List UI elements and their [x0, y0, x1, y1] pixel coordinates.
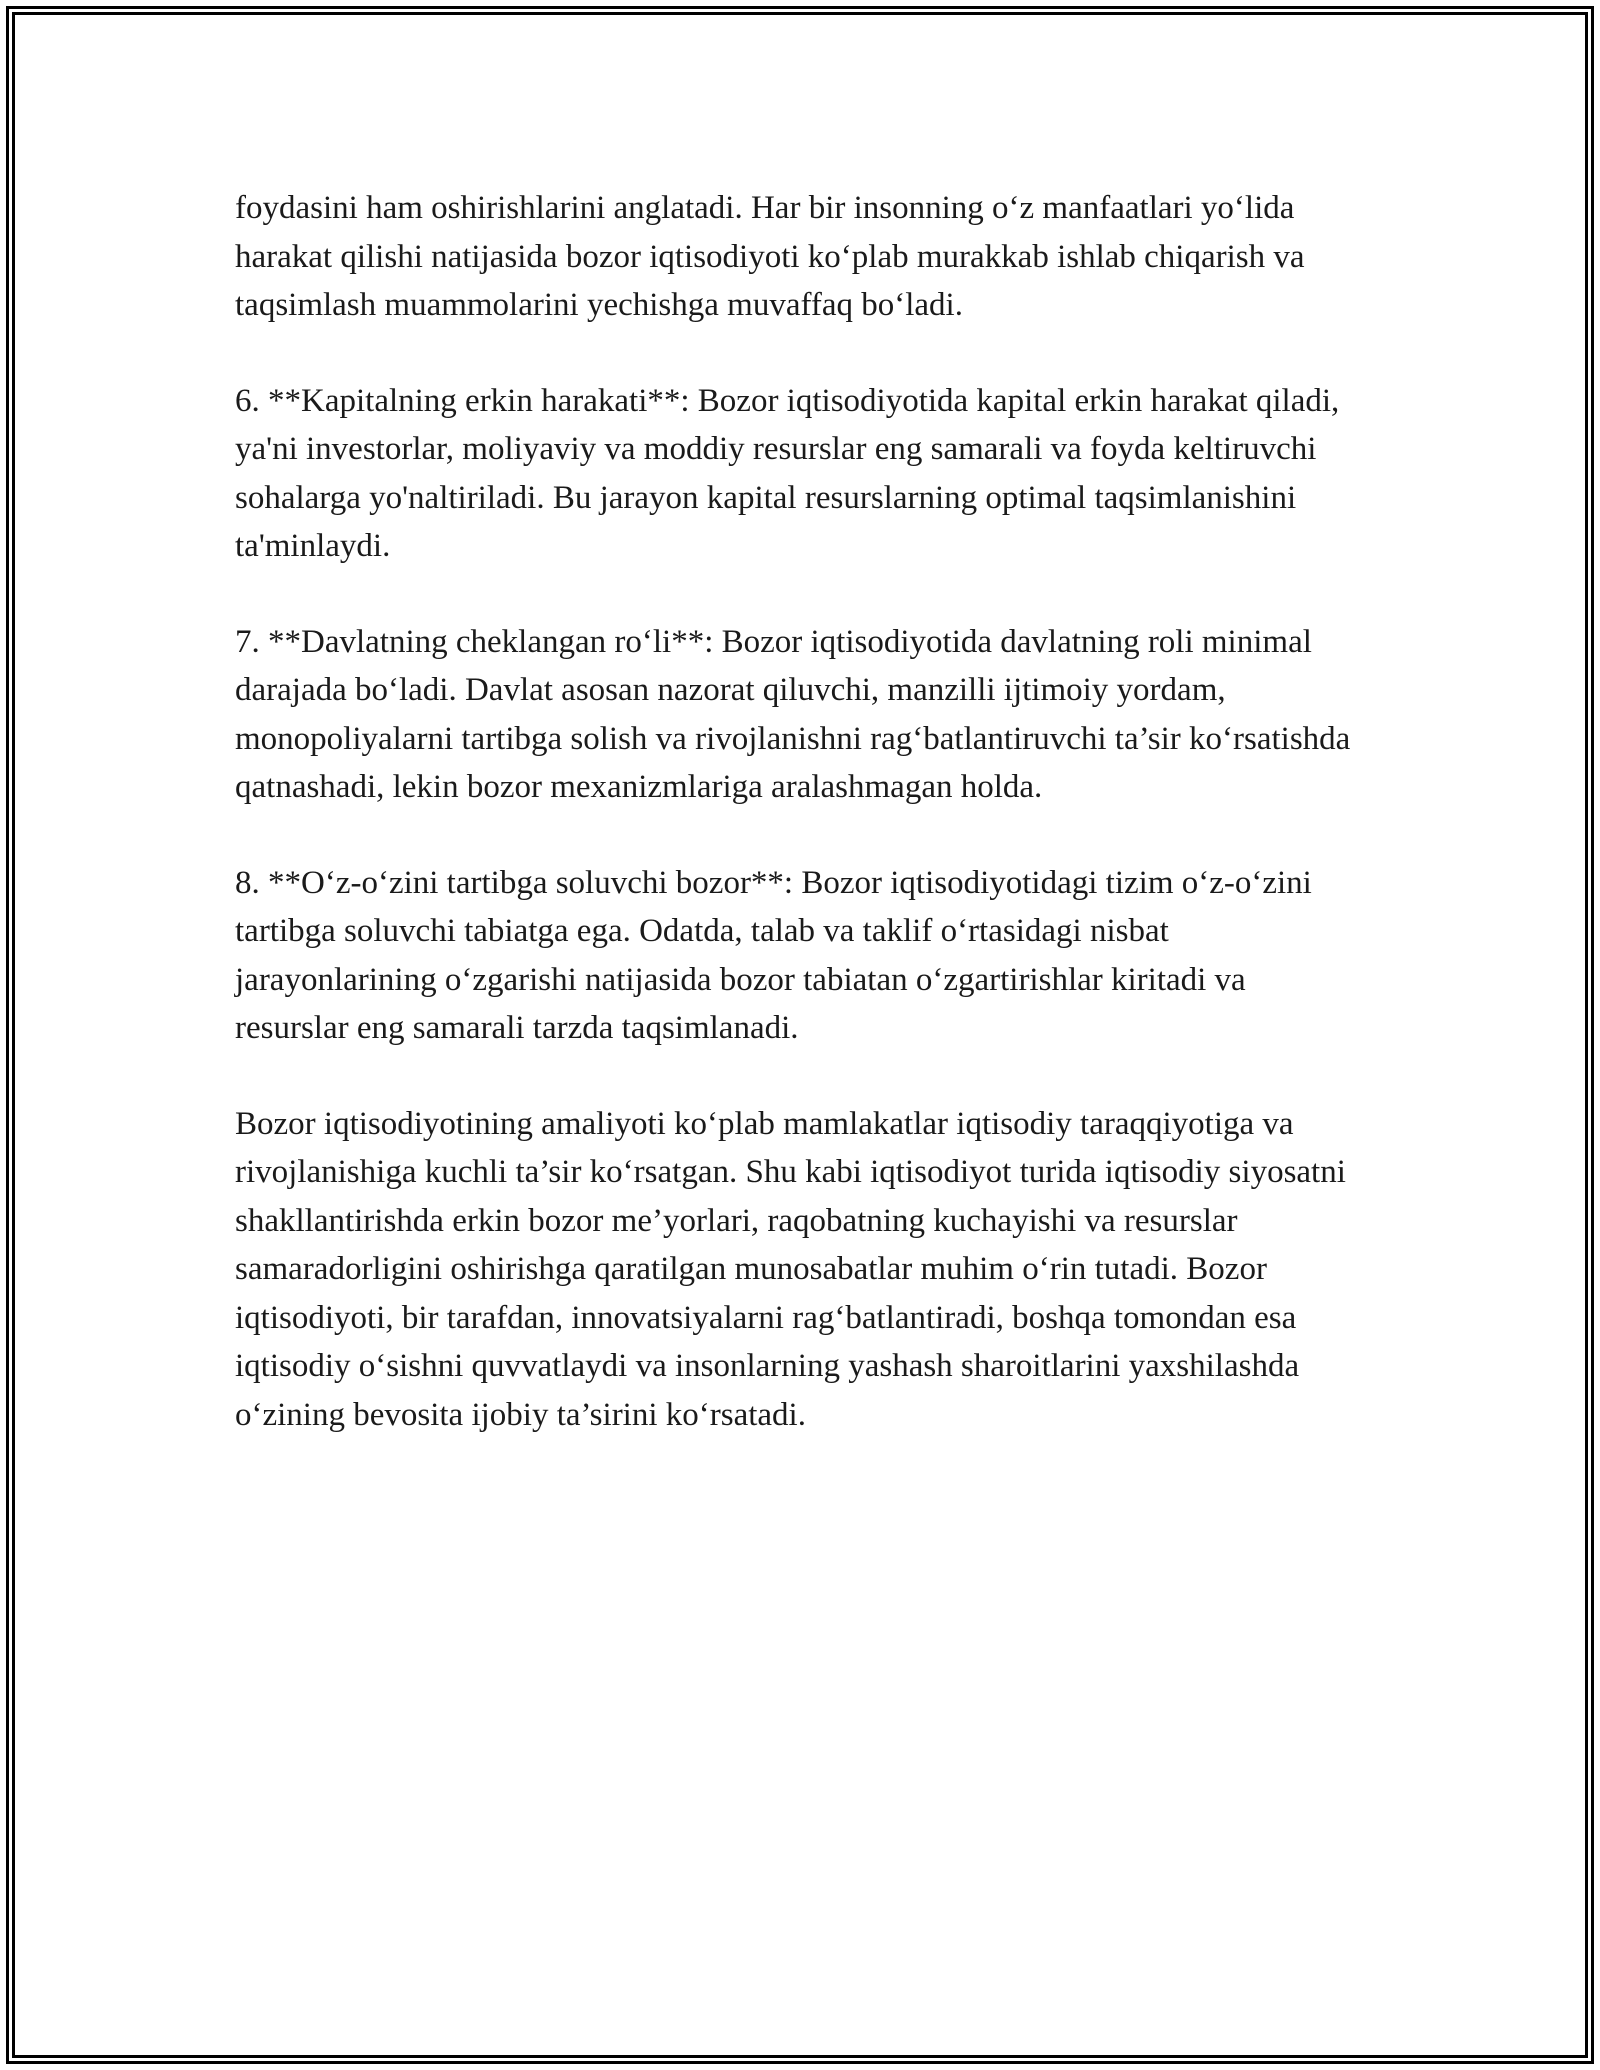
list-item-7-limited-state-role: 7. **Davlatning cheklangan ro‘li**: Bozor iqtisodiyotida davlatning roli minimal darajada bo‘ladi. Davlat asosan nazorat qiluvchi, manzilli ijtimoiy yordam, monopoliyalarni tartibga solish va rivojlanishni rag‘batlantiruvchi ta’sir ko‘rsatishda qatnashadi, lekin bozor mexanizmlariga aralashmagan holda.: [235, 623, 1351, 805]
paragraph-conclusion: Bozor iqtisodiyotining amaliyoti ko‘plab mamlakatlar iqtisodiy taraqqiyotiga va rivojlanishiga kuchli ta’sir ko‘rsatgan. Shu kabi iqtisodiyot turida iqtisodiy siyosatni shakllantirishda erkin bozor me’yorlari, raqobatning kuchayishi va resurslar samaradorligini oshirishga qaratilgan munosabatlar muhim o‘rin tutadi. Bozor iqtisodiyoti, bir tarafdan, innovatsiyalarni rag‘batlantiradi, boshqa tomondan esa iqtisodiy o‘sishni quvvatlaydi va insonlarning yashash sharoitlarini yaxshilashda o‘zining bevosita ijobiy ta’sirini ko‘rsatadi.: [235, 1105, 1346, 1433]
list-item-6-capital-movement: 6. **Kapitalning erkin harakati**: Bozor iqtisodiyotida kapital erkin harakat qiladi, ya'ni investorlar, moliyaviy va moddiy resurslar eng samarali va foyda keltiruvchi sohalarga yo'naltiriladi. Bu jarayon kapital resurslarning optimal taqsimlanishini ta'minlaydi.: [235, 382, 1340, 564]
document-body: [235, 184, 1365, 1486]
paragraph-continuation: foydasini ham oshirishlarini anglatadi. Har bir insonning o‘z manfaatlari yo‘lida harakat qilishi natijasida bozor iqtisodiyoti ko‘plab murakkab ishlab chiqarish va taqsimlash muammolarini yechishga muvaffaq bo‘ladi.: [235, 190, 1305, 323]
list-item-8-self-regulating-market: 8. **O‘z-o‘zini tartibga soluvchi bozor**: Bozor iqtisodiyotidagi tizim o‘z-o‘zini tartibga soluvchi tabiatga ega. Odatda, talab va taklif o‘rtasidagi nisbat jarayonlarining o‘zgarishi natijasida bozor tabiatan o‘zgartirishlar kiritadi va resurslar eng samarali tarzda taqsimlanadi.: [235, 864, 1312, 1046]
